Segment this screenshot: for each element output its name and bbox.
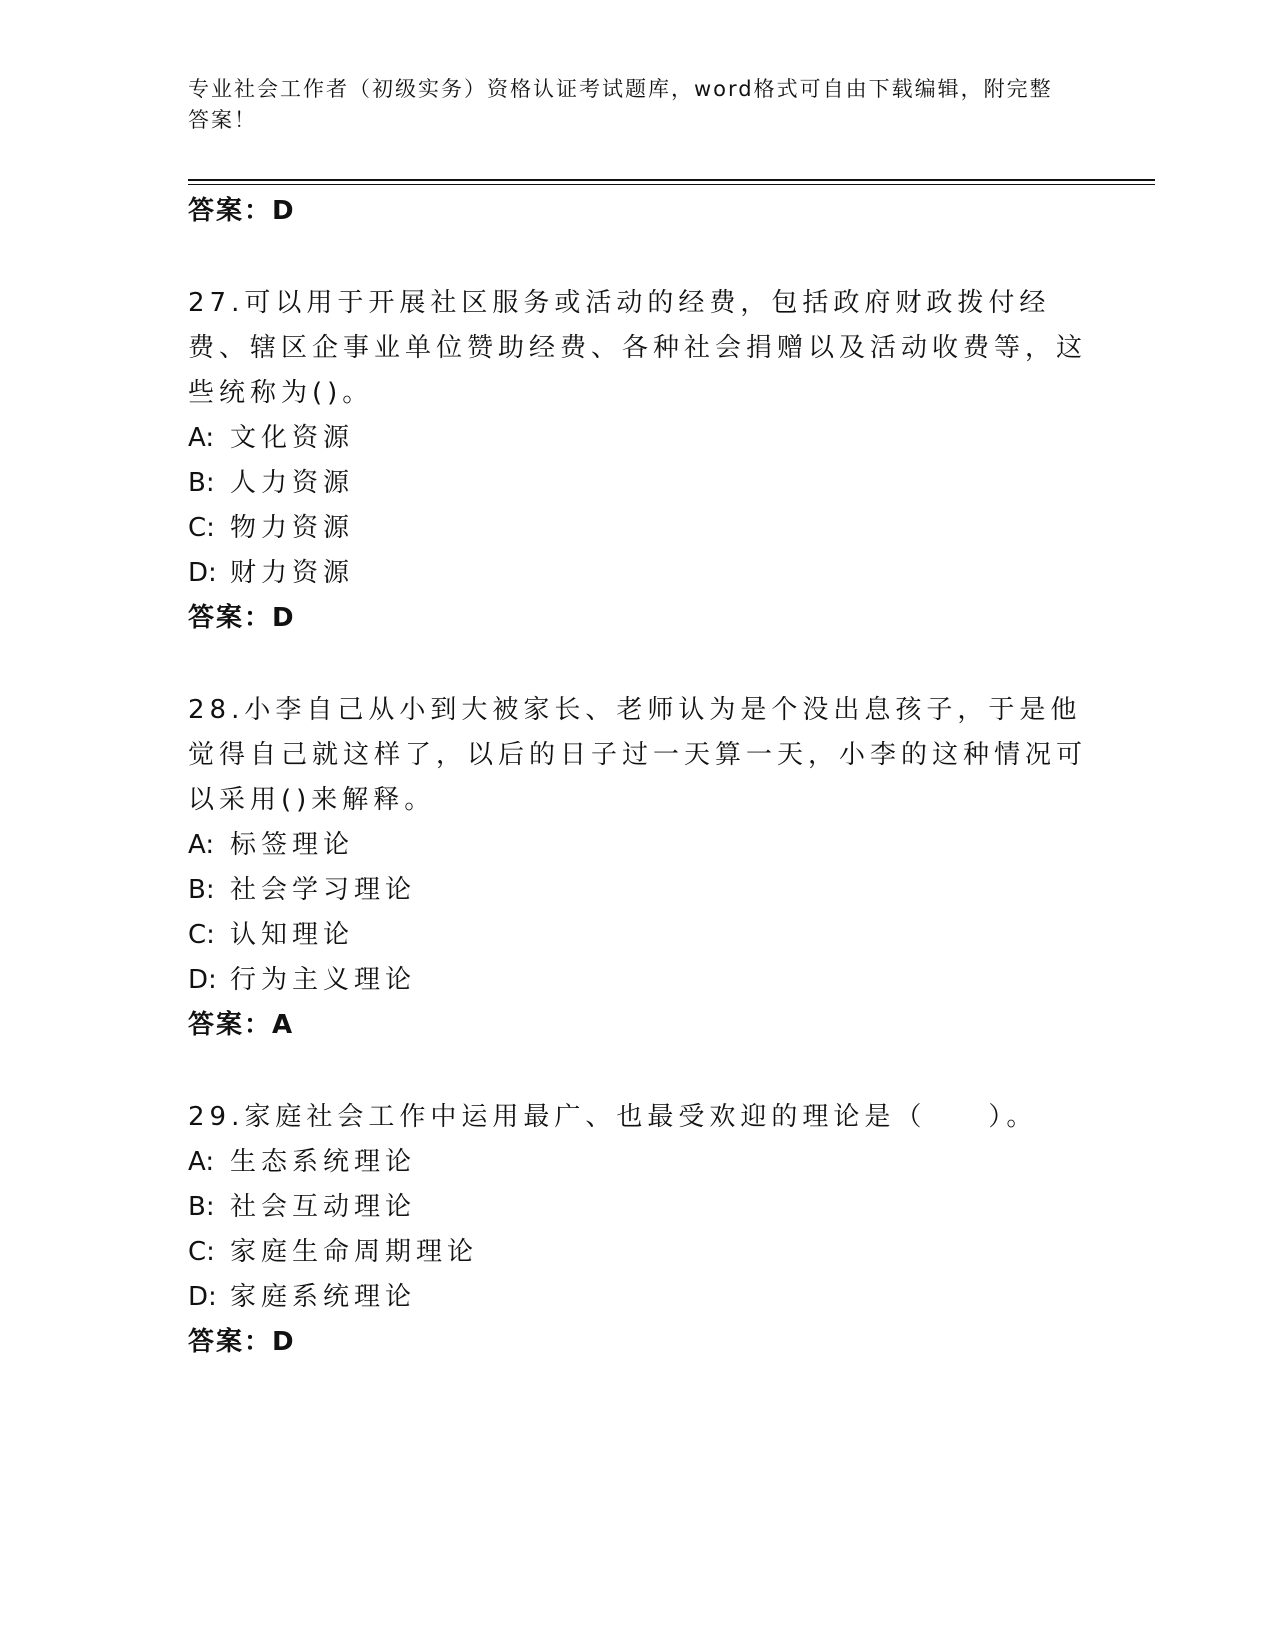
option-a bbox=[188, 1140, 1088, 1185]
header-divider-thin bbox=[188, 184, 1155, 185]
option-letter: A: bbox=[188, 423, 215, 453]
header-divider-thick bbox=[188, 179, 1155, 181]
option-text: 文化资源 bbox=[230, 423, 355, 453]
option-letter: C: bbox=[188, 920, 215, 950]
option-d bbox=[188, 551, 1088, 596]
question-29 bbox=[188, 1095, 1088, 1364]
option-a bbox=[188, 823, 1088, 868]
answer-line: 答案：D bbox=[188, 603, 296, 633]
option-text: 认知理论 bbox=[230, 920, 355, 950]
option-text: 社会互动理论 bbox=[230, 1192, 417, 1222]
option-letter: B: bbox=[188, 468, 215, 498]
option-text: 家庭生命周期理论 bbox=[230, 1237, 479, 1267]
option-b bbox=[188, 461, 1088, 506]
option-text: 标签理论 bbox=[230, 830, 355, 860]
option-text: 物力资源 bbox=[230, 513, 355, 543]
option-letter: C: bbox=[188, 513, 215, 543]
option-letter: B: bbox=[188, 875, 215, 905]
option-b bbox=[188, 1185, 1088, 1230]
option-d bbox=[188, 1275, 1088, 1320]
answer-line: 答案：D bbox=[188, 1327, 296, 1357]
question-27 bbox=[188, 281, 1088, 640]
option-letter: C: bbox=[188, 1237, 215, 1267]
option-text: 社会学习理论 bbox=[230, 875, 417, 905]
option-text: 财力资源 bbox=[230, 558, 355, 588]
option-c bbox=[188, 506, 1088, 551]
option-letter: A: bbox=[188, 830, 215, 860]
option-text: 生态系统理论 bbox=[230, 1147, 417, 1177]
question-stem: 28.小李自己从小到大被家长、老师认为是个没出息孩子，于是他觉得自己就这样了，以后的日子过一天算一天，小李的这种情况可以采用()来解释。 bbox=[188, 695, 1088, 815]
question-list bbox=[188, 189, 1088, 1364]
option-c bbox=[188, 913, 1088, 958]
answer-line: 答案：A bbox=[188, 1010, 295, 1040]
question-stem: 27.可以用于开展社区服务或活动的经费，包括政府财政拨付经费、辖区企事业单位赞助经费、各种社会捐赠以及活动收费等，这些统称为()。 bbox=[188, 288, 1088, 408]
question-stem: 29.家庭社会工作中运用最广、也最受欢迎的理论是（ ）。 bbox=[188, 1102, 1038, 1132]
option-b bbox=[188, 868, 1088, 913]
option-letter: A: bbox=[188, 1147, 215, 1177]
option-letter: D: bbox=[188, 558, 217, 588]
page-header: 专业社会工作者（初级实务）资格认证考试题库，word格式可自由下载编辑，附完整答案！ bbox=[188, 77, 1053, 132]
option-letter: D: bbox=[188, 1282, 217, 1312]
option-text: 家庭系统理论 bbox=[230, 1282, 417, 1312]
option-c bbox=[188, 1230, 1088, 1275]
option-a bbox=[188, 416, 1088, 461]
option-letter: D: bbox=[188, 965, 217, 995]
option-letter: B: bbox=[188, 1192, 215, 1222]
option-text: 行为主义理论 bbox=[230, 965, 417, 995]
option-d bbox=[188, 958, 1088, 1003]
previous-answer: 答案：D bbox=[188, 196, 296, 226]
question-28 bbox=[188, 688, 1088, 1047]
option-text: 人力资源 bbox=[230, 468, 355, 498]
